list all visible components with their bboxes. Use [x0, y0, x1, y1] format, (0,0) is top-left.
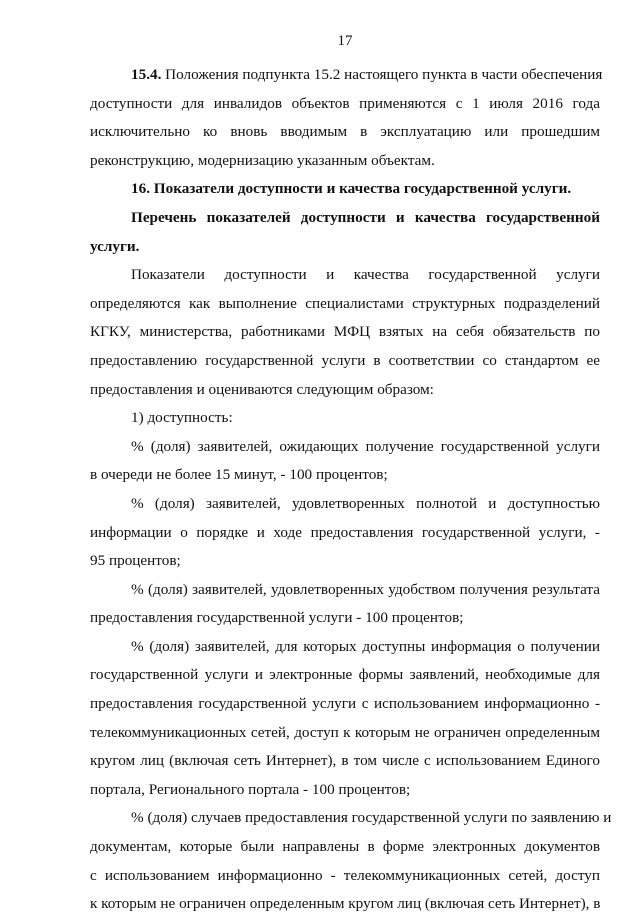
text-line: предоставления государственной услуги с использованием информационно -: [90, 695, 600, 713]
document-page: [90, 0, 612, 913]
section-heading-16: 16. Показатели доступности и качества государственной услуги.: [131, 180, 572, 198]
clause-number: 15.4.: [131, 66, 162, 83]
text-line: 95 процентов;: [90, 552, 181, 570]
text-line: кругом лиц (включая сеть Интернет), в том числе с использованием Единого: [90, 752, 600, 770]
subheading-line: Перечень показателей доступности и качества государственной: [131, 208, 600, 226]
text-line: Показатели доступности и качества государственной услуги: [131, 266, 600, 284]
text-line: % (доля) заявителей, для которых доступны информация о получении: [131, 637, 600, 655]
text-line: информации о порядке и ходе предоставления государственной услуги, -: [90, 523, 600, 541]
text-line: портала, Регионального портала - 100 процентов;: [90, 780, 411, 798]
paragraph-15-4-line-1: [90, 61, 603, 90]
text-line: Положения подпункта 15.2 настоящего пункта в части обеспечения: [161, 66, 603, 83]
document-body: [90, 61, 612, 919]
text-line: определяются как выполнение специалистами структурных подразделений: [90, 294, 600, 312]
text-line: % (доля) заявителей, удовлетворенных удобством получения результата: [131, 580, 600, 598]
page-number: 17: [337, 33, 353, 49]
text-line: с использованием информационно - телекоммуникационных сетей, доступ: [90, 866, 600, 884]
text-line: предоставления и оцениваются следующим образом:: [90, 380, 434, 398]
text-line: % (доля) заявителей, удовлетворенных полнотой и доступностью: [131, 494, 600, 512]
text-line: предоставлению государственной услуги в соответствии со стандартом ее: [90, 351, 600, 369]
text-line: % (доля) случаев предоставления государственной услуги по заявлению и: [131, 809, 612, 827]
text-line: документам, которые были направлены в форме электронных документов: [90, 838, 600, 856]
text-line: предоставления государственной услуги - 100 процентов;: [90, 609, 464, 627]
text-line: % (доля) заявителей, ожидающих получение государственной услуги: [131, 437, 600, 455]
text-line: доступности для инвалидов объектов применяются с 1 июля 2016 года: [90, 94, 600, 112]
text-line: к которым не ограничен определенным кругом лиц (включая сеть Интернет), в: [90, 895, 601, 913]
text-line: КГКУ, министерства, работниками МФЦ взятых на себя обязательств по: [90, 323, 600, 341]
subheading-line: услуги.: [90, 237, 140, 255]
text-line: государственной услуги и электронные формы заявлений, необходимые для: [90, 666, 600, 684]
text-line: исключительно ко вновь вводимым в эксплуатацию или прошедшим: [90, 123, 600, 141]
list-item-accessibility: 1) доступность:: [131, 409, 233, 427]
text-line: в очереди не более 15 минут, - 100 процентов;: [90, 466, 388, 484]
text-line: реконструкцию, модернизацию указанным объектам.: [90, 151, 435, 169]
text-line: телекоммуникационных сетей, доступ к которым не ограничен определенным: [90, 723, 600, 741]
